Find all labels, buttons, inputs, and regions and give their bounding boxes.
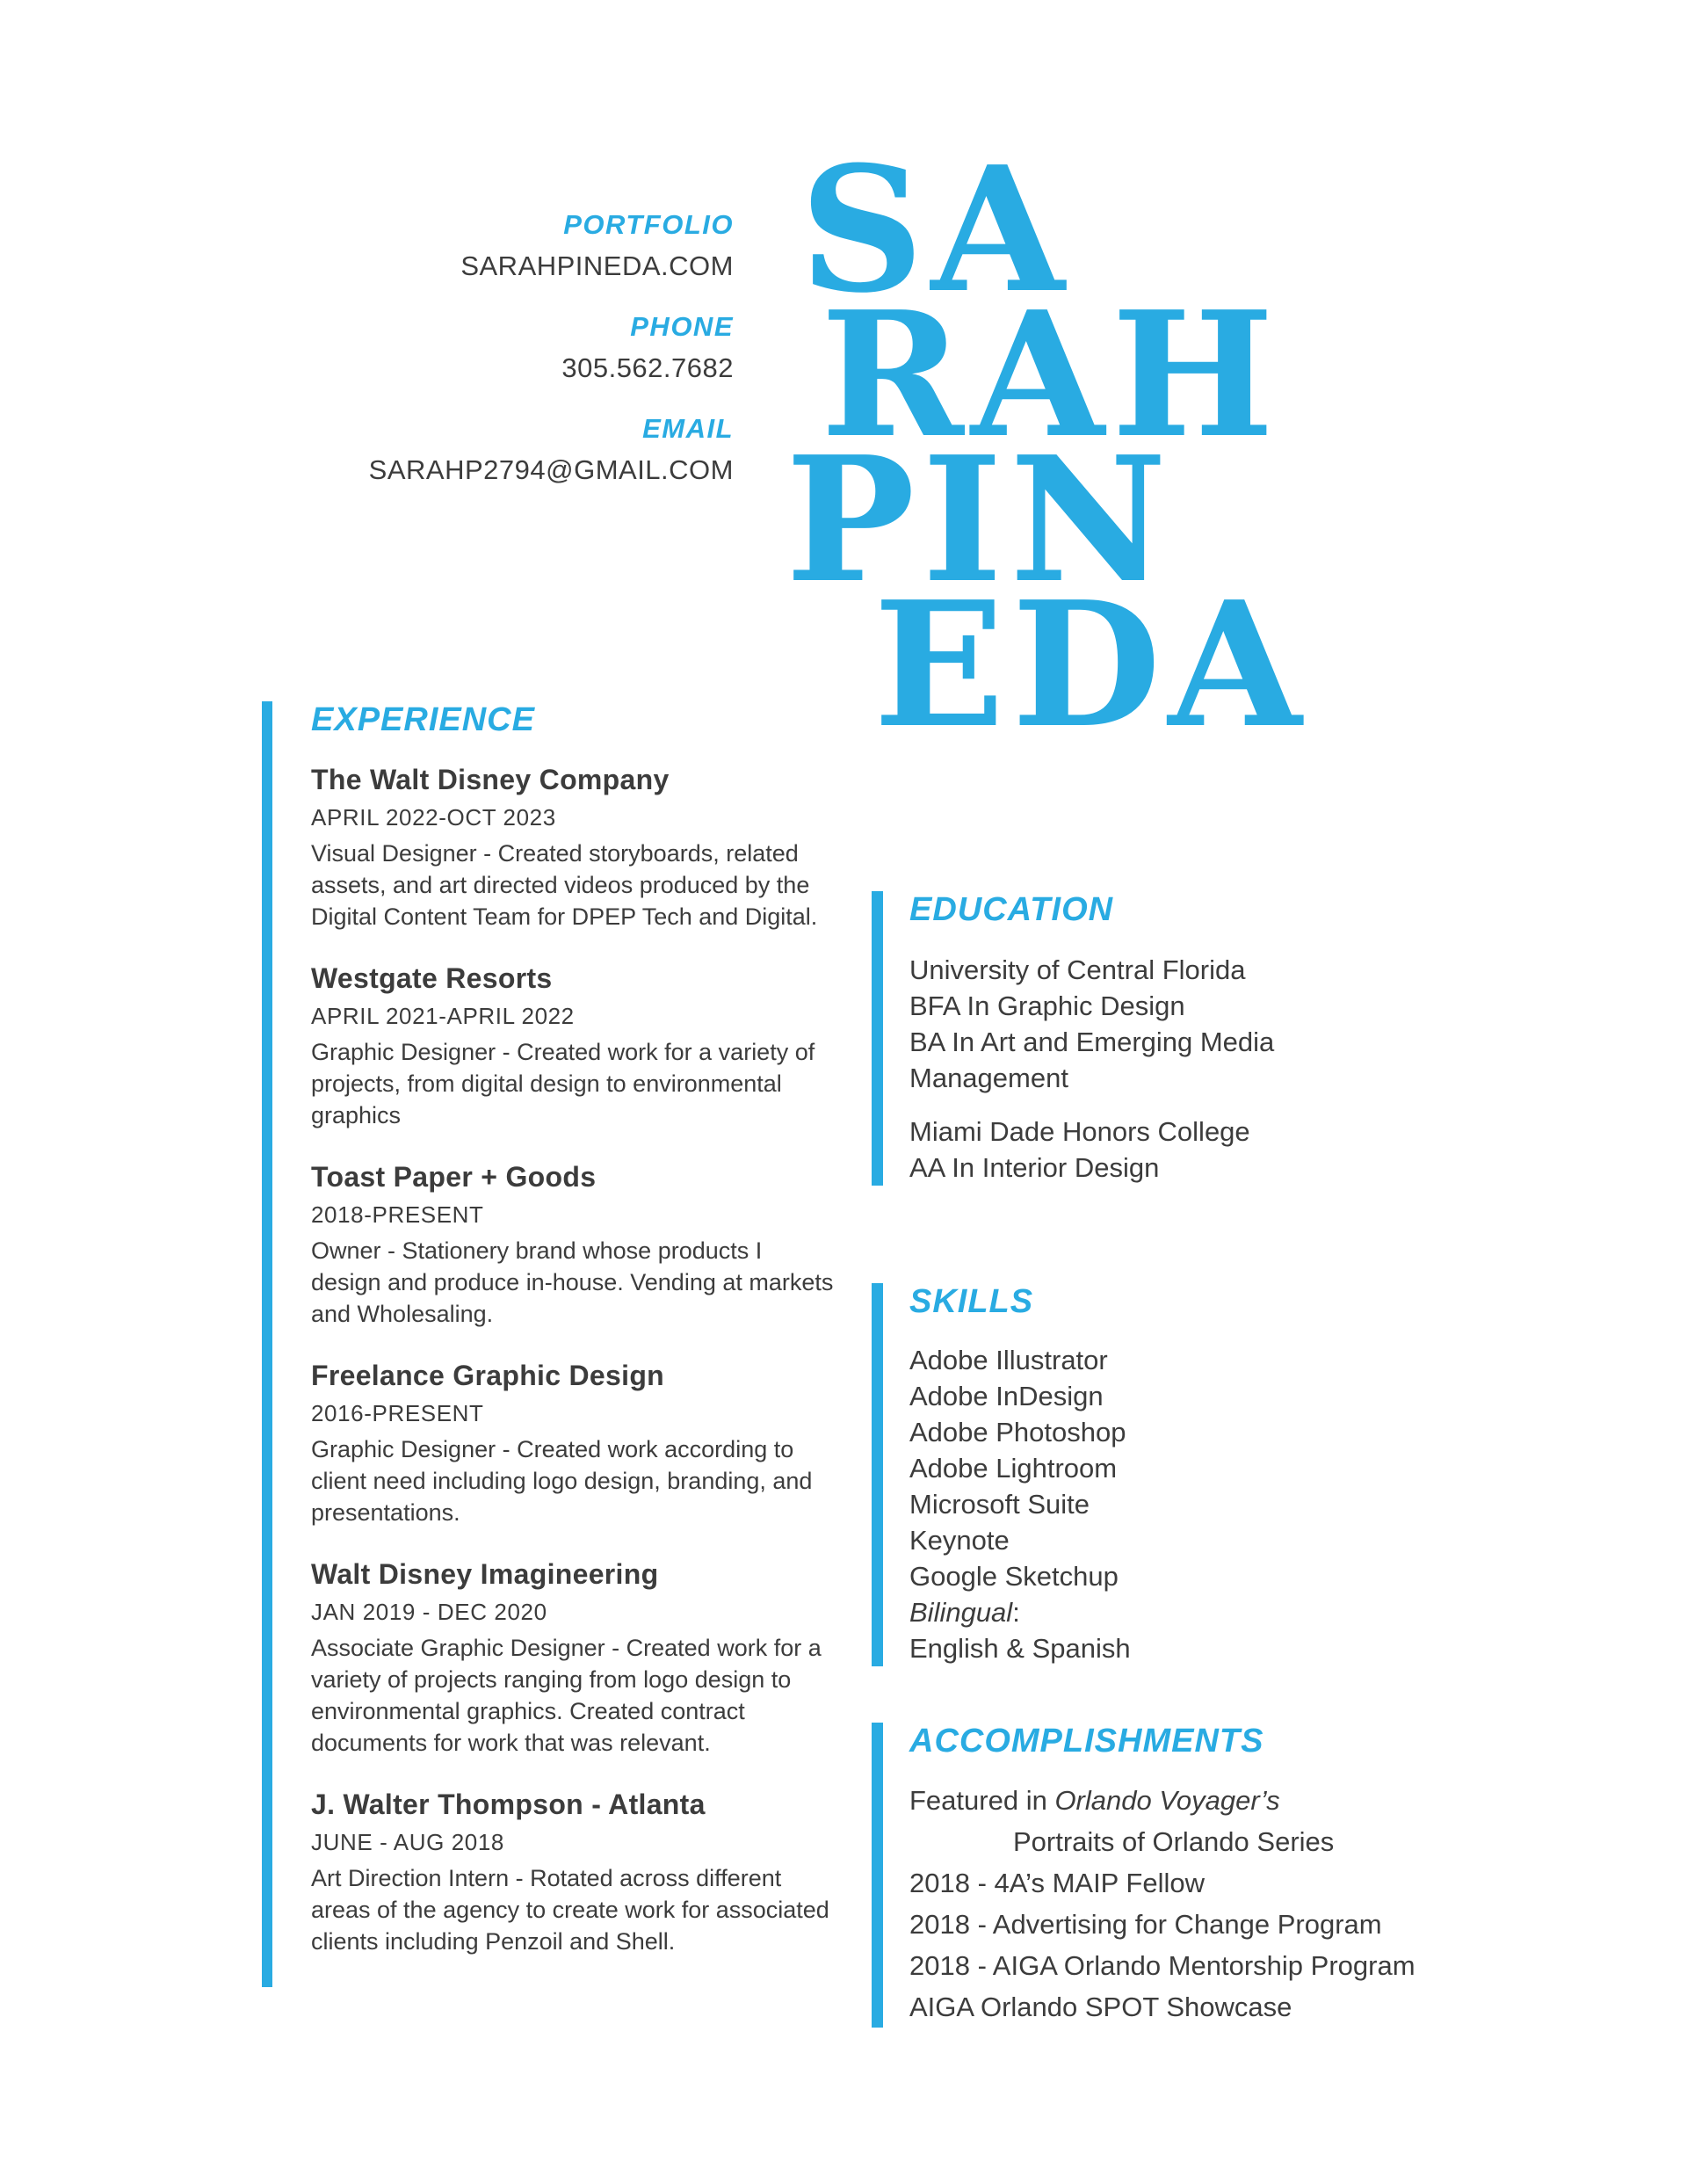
email-address: SARAHP2794@GMAIL.COM bbox=[368, 454, 734, 485]
featured-publication: Orlando Voyager’s bbox=[1054, 1785, 1280, 1816]
entry-dates: APRIL 2021-APRIL 2022 bbox=[311, 1003, 575, 1029]
phone-label: PHONE bbox=[630, 311, 734, 342]
featured-prefix: Featured in bbox=[909, 1785, 1055, 1816]
education-line: University of Central Florida bbox=[909, 954, 1246, 985]
entry-title: Freelance Graphic Design bbox=[311, 1360, 665, 1391]
entry-dates: 2016-PRESENT bbox=[311, 1400, 484, 1426]
skill-item: Google Sketchup bbox=[909, 1561, 1119, 1592]
accomplishment-item: 2018 - AIGA Orlando Mentorship Program bbox=[909, 1950, 1415, 1981]
accomplishment-item: 2018 - 4A’s MAIP Fellow bbox=[909, 1868, 1205, 1898]
skill-item: Adobe Photoshop bbox=[909, 1417, 1126, 1448]
name-line-3: PIN bbox=[786, 419, 1175, 621]
contact-block bbox=[369, 204, 734, 510]
skill-item: Adobe Illustrator bbox=[909, 1345, 1108, 1375]
experience-entry-disney bbox=[311, 764, 838, 932]
skills-section bbox=[872, 1283, 1399, 1666]
experience-entry-toast bbox=[311, 1161, 838, 1330]
experience-entry-imagineering bbox=[311, 1558, 838, 1759]
entry-title: J. Walter Thompson - Atlanta bbox=[311, 1789, 706, 1820]
bilingual-colon: : bbox=[1012, 1597, 1020, 1628]
education-section bbox=[872, 891, 1364, 1186]
experience-heading: EXPERIENCE bbox=[311, 701, 535, 738]
education-line: BFA In Graphic Design bbox=[909, 990, 1185, 1021]
entry-description: Associate Graphic Designer - Created work for a variety of projects ranging from logo design to environmental graphics. Created contract documents for work that was relevant. bbox=[311, 1635, 822, 1756]
entry-description: Visual Designer - Created storyboards, related assets, and art directed videos produced by the Digital Content Team for DPEP Tech and Digital. bbox=[311, 840, 818, 930]
entry-description: Art Direction Intern - Rotated across different areas of the agency to create work for associated clients including Penzoil and Shell. bbox=[311, 1865, 829, 1955]
entry-dates: JUNE - AUG 2018 bbox=[311, 1829, 504, 1855]
education-heading: EDUCATION bbox=[909, 891, 1114, 928]
skill-item: Keynote bbox=[909, 1525, 1010, 1556]
accomplishments-section bbox=[872, 1723, 1539, 2028]
portfolio-url: SARAHPINEDA.COM bbox=[460, 250, 734, 281]
entry-dates: APRIL 2022-OCT 2023 bbox=[311, 804, 556, 831]
entry-title: Toast Paper + Goods bbox=[311, 1161, 597, 1193]
skill-item: Adobe InDesign bbox=[909, 1381, 1104, 1411]
skill-item: Adobe Lightroom bbox=[909, 1453, 1118, 1484]
entry-title: Westgate Resorts bbox=[311, 962, 553, 994]
experience-entry-westgate bbox=[311, 962, 838, 1131]
entry-title: The Walt Disney Company bbox=[311, 764, 670, 795]
education-line: AA In Interior Design bbox=[909, 1152, 1160, 1183]
accomplishments-heading: ACCOMPLISHMENTS bbox=[909, 1723, 1264, 1760]
skill-item: Microsoft Suite bbox=[909, 1489, 1090, 1520]
skills-heading: SKILLS bbox=[909, 1283, 1034, 1320]
entry-description: Graphic Designer - Created work for a variety of projects, from digital design to environmental graphics bbox=[311, 1039, 815, 1128]
education-school-mdc bbox=[909, 1114, 1364, 1186]
entry-dates: 2018-PRESENT bbox=[311, 1201, 484, 1228]
entry-title: Walt Disney Imagineering bbox=[311, 1558, 659, 1590]
experience-entry-jwt bbox=[311, 1789, 838, 1957]
name-line-1: SA bbox=[800, 129, 1072, 331]
name-line-2: RAH bbox=[821, 274, 1282, 476]
accomplishment-item: AIGA Orlando SPOT Showcase bbox=[909, 1992, 1292, 2022]
entry-description: Owner - Stationery brand whose products I design and produce in-house. Vending at markets and Wholesaling. bbox=[311, 1237, 834, 1327]
email-label: EMAIL bbox=[642, 413, 734, 444]
accomplishment-featured-line2: Portraits of Orlando Series bbox=[1013, 1826, 1335, 1857]
skill-item-bilingual bbox=[909, 1594, 1399, 1630]
education-line: Miami Dade Honors College bbox=[909, 1116, 1250, 1147]
accomplishment-item: 2018 - Advertising for Change Program bbox=[909, 1909, 1382, 1940]
skill-item-languages: English & Spanish bbox=[909, 1633, 1131, 1664]
experience-entry-freelance bbox=[311, 1360, 838, 1528]
education-school-ucf bbox=[909, 952, 1364, 1096]
name-line-4: EDA bbox=[873, 564, 1309, 766]
experience-section bbox=[262, 701, 849, 1987]
bilingual-label: Bilingual bbox=[909, 1597, 1013, 1628]
portfolio-label: PORTFOLIO bbox=[563, 209, 734, 240]
accomplishment-featured bbox=[909, 1780, 1539, 1821]
name-display bbox=[786, 129, 1309, 766]
education-line: BA In Art and Emerging Media Management bbox=[909, 1027, 1275, 1093]
phone-number: 305.562.7682 bbox=[561, 352, 734, 383]
entry-description: Graphic Designer - Created work according to client need including logo design, branding, and presentations. bbox=[311, 1436, 813, 1526]
entry-dates: JAN 2019 - DEC 2020 bbox=[311, 1599, 547, 1625]
